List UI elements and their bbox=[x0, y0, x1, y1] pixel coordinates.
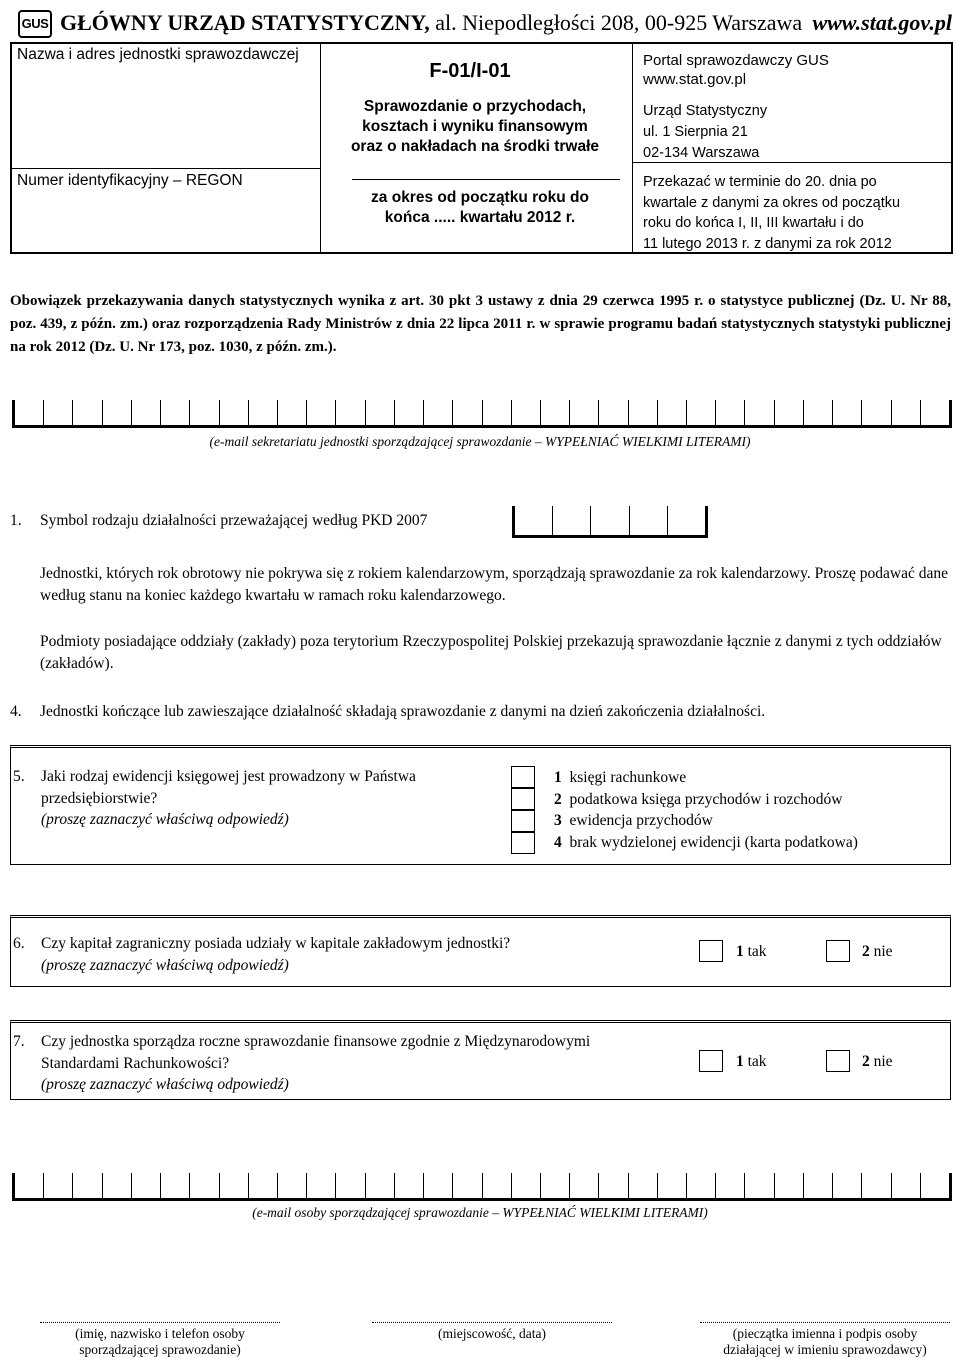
char-cell[interactable] bbox=[395, 1173, 424, 1198]
q5-option4-checkbox[interactable] bbox=[511, 832, 535, 854]
char-cell[interactable] bbox=[307, 400, 336, 425]
option-label: ewidencja przychodów bbox=[569, 812, 713, 829]
q6-hint: (proszę zaznaczyć właściwą odpowiedź) bbox=[41, 956, 289, 974]
char-cell[interactable] bbox=[395, 400, 424, 425]
char-cell[interactable] bbox=[336, 1173, 365, 1198]
char-cell[interactable] bbox=[745, 400, 774, 425]
char-cell[interactable] bbox=[249, 400, 278, 425]
q5-option3-checkbox[interactable] bbox=[511, 810, 535, 832]
char-cell[interactable] bbox=[553, 506, 591, 535]
char-cell[interactable] bbox=[103, 1173, 132, 1198]
deadline-line: Przekazać w terminie do 20. dnia po bbox=[643, 174, 877, 190]
char-cell[interactable] bbox=[44, 400, 73, 425]
item-2 bbox=[10, 563, 951, 607]
portal-name: Portal sprawozdawczy GUS bbox=[643, 52, 829, 69]
header-office bbox=[60, 10, 802, 36]
char-cell[interactable] bbox=[453, 1173, 482, 1198]
char-cell[interactable] bbox=[190, 1173, 219, 1198]
option-label: tak bbox=[747, 1053, 767, 1070]
char-cell[interactable] bbox=[220, 1173, 249, 1198]
char-cell[interactable] bbox=[775, 1173, 804, 1198]
signature-stamp-caption bbox=[700, 1326, 950, 1358]
q6-no-label bbox=[862, 941, 893, 963]
option-number: 2 bbox=[862, 1053, 870, 1070]
caption-line: działającej w imieniu sprawozdawcy) bbox=[723, 1342, 927, 1357]
q7-yes-label bbox=[736, 1051, 767, 1073]
char-cell[interactable] bbox=[366, 400, 395, 425]
item-number bbox=[10, 631, 40, 653]
char-cell[interactable] bbox=[512, 400, 541, 425]
q6-yes-checkbox[interactable] bbox=[699, 940, 723, 962]
question-5-box bbox=[10, 745, 951, 865]
char-cell[interactable] bbox=[921, 1173, 952, 1198]
char-cell[interactable] bbox=[629, 400, 658, 425]
q5-text bbox=[13, 766, 416, 831]
char-cell[interactable] bbox=[73, 400, 102, 425]
char-cell[interactable] bbox=[161, 400, 190, 425]
question-7-box bbox=[10, 1020, 951, 1100]
char-cell[interactable] bbox=[862, 400, 891, 425]
q7-number: 7. bbox=[13, 1033, 25, 1050]
gus-logo: GUS bbox=[18, 10, 52, 38]
char-cell[interactable] bbox=[161, 1173, 190, 1198]
q5-option-2 bbox=[554, 789, 842, 811]
signature-line-stamp bbox=[700, 1322, 950, 1323]
option-label: brak wydzielonej ewidencji (karta podatkowa) bbox=[569, 834, 858, 851]
char-cell[interactable] bbox=[73, 1173, 102, 1198]
email-preparer-input[interactable] bbox=[12, 1173, 952, 1201]
caption-line: (miejscowość, data) bbox=[438, 1326, 546, 1341]
email-secretariat-input[interactable] bbox=[12, 400, 952, 428]
char-cell[interactable] bbox=[483, 1173, 512, 1198]
deadline-line: 11 lutego 2013 r. z danymi za rok 2012 bbox=[643, 235, 892, 252]
item-text: Podmioty posiadające oddziały (zakłady) poza terytorium Rzeczypospolitej Polskiej przekazują sprawozdanie łącznie z danymi z tych oddziałów (zakładów). bbox=[40, 633, 942, 672]
char-cell[interactable] bbox=[249, 1173, 278, 1198]
char-cell[interactable] bbox=[541, 1173, 570, 1198]
urzad-street: ul. 1 Sierpnia 21 bbox=[643, 124, 748, 140]
option-label: nie bbox=[873, 1053, 893, 1070]
char-cell[interactable] bbox=[716, 400, 745, 425]
q5-option-1 bbox=[554, 767, 686, 789]
q6-line1: Czy kapitał zagraniczny posiada udziały w kapitale zakładowym jednostki? bbox=[41, 935, 511, 952]
q5-line2: przedsiębiorstwie? bbox=[41, 789, 158, 807]
char-cell[interactable] bbox=[833, 400, 862, 425]
option-number: 1 bbox=[736, 1053, 744, 1070]
char-cell[interactable] bbox=[892, 400, 921, 425]
q5-number: 5. bbox=[13, 768, 25, 785]
signature-line-preparer bbox=[40, 1322, 280, 1323]
option-label: nie bbox=[873, 943, 893, 960]
period-line: końca ..... kwartału 2012 r. bbox=[384, 209, 576, 226]
char-cell[interactable] bbox=[190, 400, 219, 425]
char-cell[interactable] bbox=[658, 400, 687, 425]
q5-option1-checkbox[interactable] bbox=[511, 766, 535, 788]
q7-line2: Standardami Rachunkowości? bbox=[41, 1054, 230, 1072]
char-cell[interactable] bbox=[599, 400, 628, 425]
q6-text bbox=[13, 933, 510, 976]
item-4 bbox=[10, 701, 951, 723]
option-number: 4 bbox=[554, 834, 562, 851]
legal-basis-text: Obowiązek przekazywania danych statystycznych wynika z art. 30 pkt 3 ustawy z dnia 29 czerwca 1995 r. o statystyce publicznej (Dz. U. Nr 88, poz. 439, z późn. zm.) oraz rozporządzenia Rady Ministrów z dnia 22 lipca 2011 r. w sprawie programu badań statystycznych statystyki publicznej na rok 2012 (Dz. U. Nr 173, poz. 1030, z późn. zm.). bbox=[10, 293, 951, 355]
char-cell[interactable] bbox=[512, 506, 553, 535]
signature-preparer-caption bbox=[40, 1326, 280, 1358]
char-cell[interactable] bbox=[307, 1173, 336, 1198]
q7-yes-checkbox[interactable] bbox=[699, 1050, 723, 1072]
item-text: Jednostki, których rok obrotowy nie pokrywa się z rokiem kalendarzowym, sporządzają sprawozdanie za rok kalendarzowy. Proszę podawać dane według stanu na koniec każdego kwartału w ramach roku kalendarzowego. bbox=[40, 565, 949, 604]
signature-place-date-caption bbox=[372, 1326, 612, 1342]
char-cell[interactable] bbox=[599, 1173, 628, 1198]
char-cell[interactable] bbox=[424, 400, 453, 425]
deadline-line: kwartale z danymi za okres od początku bbox=[643, 194, 901, 211]
char-cell[interactable] bbox=[630, 506, 668, 535]
q5-option2-checkbox[interactable] bbox=[511, 788, 535, 810]
email-secretariat-caption: (e-mail sekretariatu jednostki sporządzającej sprawozdanie – WYPEŁNIAĆ WIELKIMI LITERAMI) bbox=[209, 434, 751, 449]
form-code: F-01/I-01 bbox=[429, 60, 511, 82]
char-cell[interactable] bbox=[629, 1173, 658, 1198]
question-6-box bbox=[10, 915, 951, 987]
char-cell[interactable] bbox=[687, 400, 716, 425]
char-cell[interactable] bbox=[366, 1173, 395, 1198]
item-3 bbox=[10, 631, 951, 675]
char-cell[interactable] bbox=[687, 1173, 716, 1198]
char-cell[interactable] bbox=[44, 1173, 73, 1198]
pkd-code-input[interactable] bbox=[512, 506, 708, 538]
item-number: 4. bbox=[10, 703, 22, 720]
email-preparer-caption: (e-mail osoby sporządzającej sprawozdanie – WYPEŁNIAĆ WIELKIMI LITERAMI) bbox=[252, 1205, 708, 1220]
char-cell[interactable] bbox=[103, 400, 132, 425]
portal-info bbox=[643, 51, 829, 89]
urzad-city: 02-134 Warszawa bbox=[643, 145, 760, 161]
option-label: podatkowa księga przychodów i rozchodów bbox=[569, 791, 843, 808]
option-number: 2 bbox=[862, 943, 870, 960]
q6-no-checkbox[interactable] bbox=[826, 940, 850, 962]
char-cell[interactable] bbox=[804, 1173, 833, 1198]
portal-url[interactable]: www.stat.gov.pl bbox=[643, 71, 747, 88]
q5-option-4 bbox=[554, 832, 858, 854]
q5-option-3 bbox=[554, 810, 713, 832]
item-number: 1. bbox=[10, 512, 22, 529]
option-label: księgi rachunkowe bbox=[569, 769, 687, 786]
regon-label: Numer identyfikacyjny – REGON bbox=[17, 172, 243, 189]
reporting-period bbox=[345, 188, 615, 228]
q6-yes-label bbox=[736, 941, 767, 963]
option-number: 1 bbox=[736, 943, 744, 960]
char-cell[interactable] bbox=[921, 400, 952, 425]
office-address-block bbox=[643, 101, 767, 164]
divider-name-regon bbox=[12, 168, 320, 169]
caption-line: (imię, nazwisko i telefon osoby bbox=[75, 1326, 245, 1341]
char-cell[interactable] bbox=[453, 400, 482, 425]
char-cell[interactable] bbox=[591, 506, 629, 535]
caption-line: sporządzającej sprawozdanie) bbox=[79, 1342, 241, 1357]
form-title-line: kosztach i wyniku finansowym bbox=[362, 118, 588, 135]
char-cell[interactable] bbox=[12, 1173, 44, 1198]
char-cell[interactable] bbox=[716, 1173, 745, 1198]
item-number bbox=[10, 563, 40, 585]
q5-hint: (proszę zaznaczyć właściwą odpowiedź) bbox=[41, 811, 289, 828]
char-cell[interactable] bbox=[541, 400, 570, 425]
char-cell[interactable] bbox=[862, 1173, 891, 1198]
header-website[interactable]: www.stat.gov.pl bbox=[812, 10, 952, 35]
office-name: GŁÓWNY URZĄD STATYSTYCZNY, bbox=[60, 10, 430, 35]
char-cell[interactable] bbox=[483, 400, 512, 425]
char-cell[interactable] bbox=[892, 1173, 921, 1198]
char-cell[interactable] bbox=[804, 400, 833, 425]
item-text: Symbol rodzaju działalności przeważającej według PKD 2007 bbox=[40, 512, 428, 529]
q7-line1: Czy jednostka sporządza roczne sprawozdanie finansowe zgodnie z Międzynarodowymi bbox=[41, 1033, 591, 1050]
char-cell[interactable] bbox=[512, 1173, 541, 1198]
q7-hint: (proszę zaznaczyć właściwą odpowiedź) bbox=[41, 1076, 289, 1093]
char-cell[interactable] bbox=[278, 1173, 307, 1198]
char-cell[interactable] bbox=[775, 400, 804, 425]
divider-right bbox=[632, 44, 633, 252]
char-cell[interactable] bbox=[424, 1173, 453, 1198]
char-cell[interactable] bbox=[336, 400, 365, 425]
q7-no-checkbox[interactable] bbox=[826, 1050, 850, 1072]
char-cell[interactable] bbox=[220, 400, 249, 425]
form-title-line: oraz o nakładach na środki trwałe bbox=[350, 138, 600, 155]
form-title bbox=[330, 97, 620, 157]
char-cell[interactable] bbox=[12, 400, 44, 425]
char-cell[interactable] bbox=[745, 1173, 774, 1198]
period-line: za okres od początku roku do bbox=[371, 189, 589, 206]
char-cell[interactable] bbox=[570, 400, 599, 425]
divider-title-period bbox=[352, 179, 620, 180]
char-cell[interactable] bbox=[658, 1173, 687, 1198]
q5-line1: Jaki rodzaj ewidencji księgowej jest prowadzony w Państwa bbox=[41, 768, 416, 785]
item-text: Jednostki kończące lub zawieszające działalność składają sprawozdanie z danymi na dzień zakończenia działalności. bbox=[40, 703, 766, 720]
caption-line: (pieczątka imienna i podpis osoby bbox=[732, 1326, 918, 1341]
office-address: al. Niepodległości 208, 00-925 Warszawa bbox=[429, 10, 803, 35]
char-cell[interactable] bbox=[132, 1173, 161, 1198]
urzad-name: Urząd Statystyczny bbox=[643, 103, 768, 119]
signature-line-place-date bbox=[372, 1322, 612, 1323]
deadline-line: roku do końca I, II, III kwartału i do bbox=[643, 215, 864, 231]
option-label: tak bbox=[747, 943, 767, 960]
form-title-line: Sprawozdanie o przychodach, bbox=[363, 98, 587, 115]
char-cell[interactable] bbox=[668, 506, 708, 535]
char-cell[interactable] bbox=[833, 1173, 862, 1198]
q6-number: 6. bbox=[13, 935, 25, 952]
q7-text bbox=[13, 1031, 590, 1096]
unit-name-label: Nazwa i adres jednostki sprawozdawczej bbox=[17, 46, 299, 63]
char-cell[interactable] bbox=[570, 1173, 599, 1198]
q7-no-label bbox=[862, 1051, 893, 1073]
deadline-info bbox=[643, 172, 943, 254]
char-cell[interactable] bbox=[278, 400, 307, 425]
char-cell[interactable] bbox=[132, 400, 161, 425]
option-number: 2 bbox=[554, 791, 562, 808]
item-1 bbox=[10, 510, 951, 532]
option-number: 1 bbox=[554, 769, 562, 786]
option-number: 3 bbox=[554, 812, 562, 829]
